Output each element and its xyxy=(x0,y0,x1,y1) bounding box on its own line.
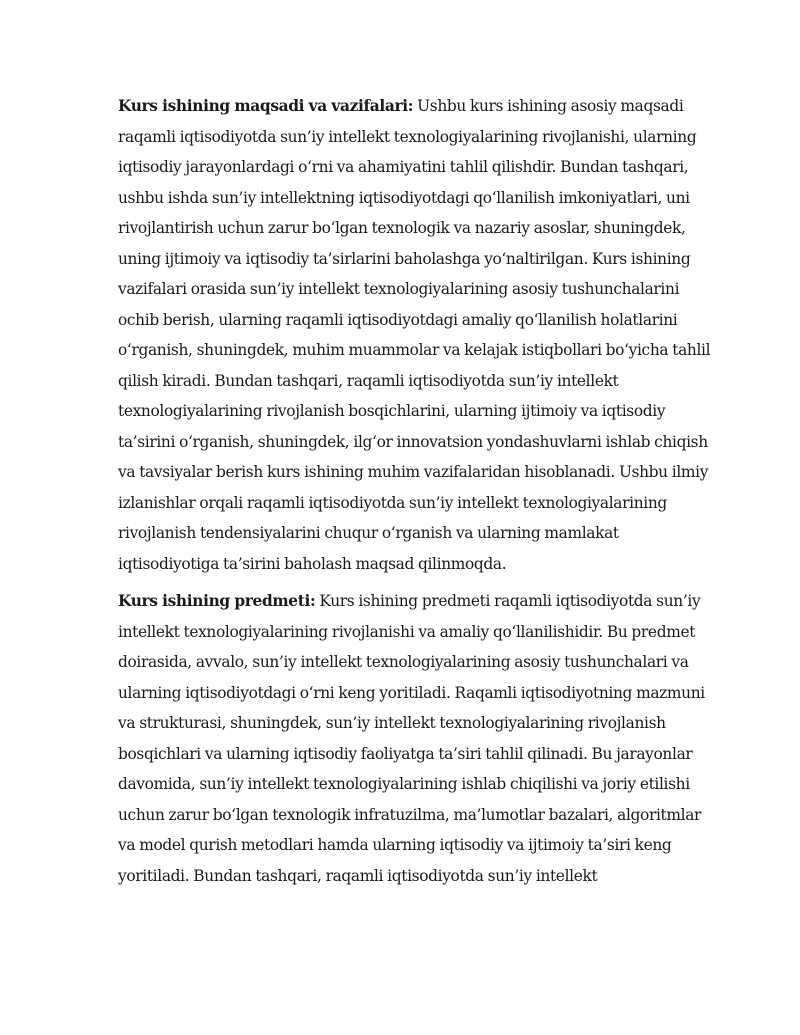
text-line: Kurs ishining predmeti: Kurs ishining predmeti raqamli iqtisodiyotda sun’iy xyxy=(118,592,701,610)
document-page xyxy=(118,91,710,898)
text-line: ta’sirini o‘rganish, shuningdek, ilg‘or innovatsion yondashuvlarni ishlab chiqish xyxy=(118,432,708,451)
text-line: vazifalari orasida sun’iy intellekt texnologiyalarining asosiy tushunchalarini xyxy=(118,280,680,298)
paragraph-subject xyxy=(118,586,710,891)
text-line: rivojlanish tendensiyalarini chuqur o‘rganish va ularning mamlakat xyxy=(118,524,619,542)
paragraph-goals xyxy=(118,91,710,579)
text-line: texnologiyalarining rivojlanish bosqichlarini, ularning ijtimoiy va iqtisodiy xyxy=(118,402,666,420)
text-line: raqamli iqtisodiyotda sun’iy intellekt texnologiyalarining rivojlanishi, ularning xyxy=(118,127,697,146)
text-line: davomida, sun’iy intellekt texnologiyalarining ishlab chiqilishi va joriy etilishi xyxy=(118,775,690,793)
text-line: bosqichlari va ularning iqtisodiy faoliyatga ta’siri tahlil qilinadi. Bu jarayonlar xyxy=(118,744,693,763)
text-line: uning ijtimoiy va iqtisodiy ta’sirlarini baholashga yo‘naltirilgan. Kurs ishining xyxy=(118,249,691,268)
text-line: iqtisodiyotiga ta’sirini baholash maqsad qilinmoqda. xyxy=(118,554,507,573)
section-heading: Kurs ishining maqsadi va vazifalari: xyxy=(118,97,414,115)
text-line: ochib berish, ularning raqamli iqtisodiyotdagi amaliy qo‘llanilish holatlarini xyxy=(118,310,678,329)
text-line: qilish kiradi. Bundan tashqari, raqamli iqtisodiyotda sun’iy intellekt xyxy=(118,371,619,390)
text-line: izlanishlar orqali raqamli iqtisodiyotda sun’iy intellekt texnologiyalarining xyxy=(118,493,667,512)
text-line: va model qurish metodlari hamda ularning iqtisodiy va ijtimoiy ta’siri keng xyxy=(118,836,672,854)
text-line: ularning iqtisodiyotdagi o‘rni keng yoritiladi. Raqamli iqtisodiyotning mazmuni xyxy=(118,683,705,702)
text-line: Kurs ishining maqsadi va vazifalari: Ushbu kurs ishining asosiy maqsadi xyxy=(118,97,684,115)
text-line: doirasida, avvalo, sun’iy intellekt texnologiyalarining asosiy tushunchalari va xyxy=(118,653,689,671)
text-line: ushbu ishda sun’iy intellektning iqtisodiyotdagi qo‘llanilish imkoniyatlari, uni xyxy=(118,188,690,207)
text-line: rivojlantirish uchun zarur bo‘lgan texnologik va nazariy asoslar, shuningdek, xyxy=(118,219,686,237)
text-line: va strukturasi, shuningdek, sun’iy intellekt texnologiyalarining rivojlanish xyxy=(118,714,666,732)
section-heading: Kurs ishining predmeti: xyxy=(118,592,316,610)
text-line: uchun zarur bo‘lgan texnologik infratuzilma, ma’lumotlar bazalari, algoritmlar xyxy=(118,805,702,824)
text-line: va tavsiyalar berish kurs ishining muhim vazifalaridan hisoblanadi. Ushbu ilmiy xyxy=(118,463,709,481)
text-line: iqtisodiy jarayonlardagi o‘rni va ahamiyatini tahlil qilishdir. Bundan tashqari, xyxy=(118,158,689,176)
text-line: intellekt texnologiyalarining rivojlanishi va amaliy qo‘llanilishidir. Bu predmet xyxy=(118,622,696,641)
text-line: yoritiladi. Bundan tashqari, raqamli iqtisodiyotda sun’iy intellekt xyxy=(118,866,598,885)
text-line: o‘rganish, shuningdek, muhim muammolar va kelajak istiqbollari bo‘yicha tahlil xyxy=(118,341,711,359)
